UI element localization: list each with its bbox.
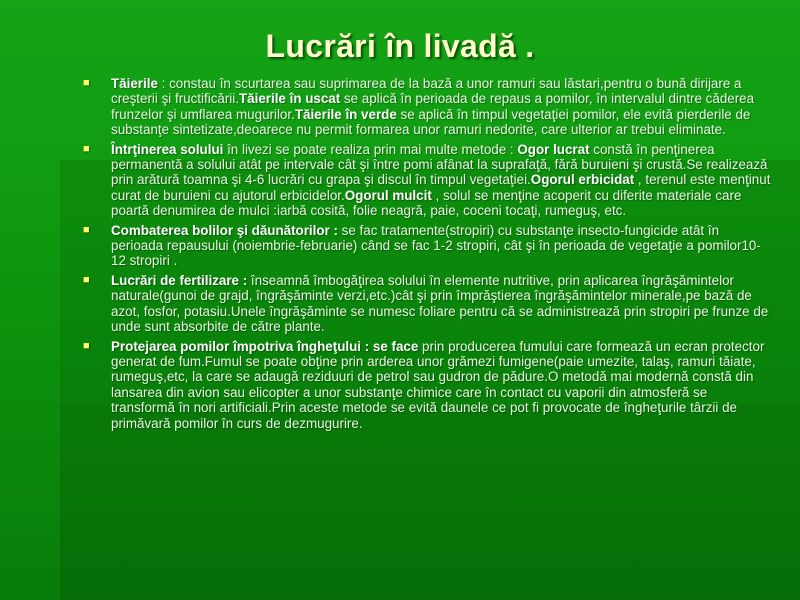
body-text: se aplică în timpul vegetaţiei pomilor, ele evită pierderile de substanţe sintetizate,deoarece nu permit formarea unor ramuri nedorite, care ulterior ar trebui eliminate. — [111, 106, 751, 138]
bold-term: Lucrări de fertilizare : — [111, 272, 248, 288]
bold-term: Întrţinerea solului — [111, 141, 224, 157]
body-text: în livezi se poate realiza prin mai multe metode : — [223, 141, 518, 157]
bold-term: Tăierile în verde — [294, 106, 397, 122]
bullet-text — [111, 223, 761, 269]
bullet-text — [111, 339, 764, 431]
body-text: se aplică în perioada de repaus a pomilor, în intervalul dintre căderea frunzelor şi umflarea mugurilor. — [111, 91, 755, 122]
bold-term: Ogor lucrat — [517, 141, 590, 157]
bullet-item-intretinerea-solului — [80, 142, 772, 219]
bold-term: Tăierile — [111, 76, 158, 91]
bold-term: Protejarea pomilor împotriva îngheţului : se face — [111, 338, 419, 354]
body-text: , terenul este menţinut curat de buruieni cu ajutorul erbicidelor. — [111, 172, 771, 203]
body-text: constă în penţinerea permanentă a solului atât pe intervale cât şi între pomi afânat la suprafaţă, fără buruieni şi crustă.Se realizează prin arătură toamna şi 4-6 lucrări cu grapa şi discul în timpul vegetaţiei. — [111, 141, 768, 188]
bullet-text — [111, 76, 754, 137]
bullet-text — [111, 142, 770, 219]
bullet-icon: ■ — [83, 273, 90, 286]
body-text: : constau în scurtarea sau suprimarea de la bază a unor ramuri sau lăstari,pentru o bună dirijare a creşterii şi fructificării. — [111, 76, 742, 107]
bullet-list — [80, 76, 772, 435]
bullet-item-taieri — [80, 76, 772, 138]
bold-term: Combaterea bolilor şi dăunătorilor : — [111, 222, 338, 238]
bullet-icon: ■ — [83, 223, 90, 236]
body-text: înseamnă îmbogăţirea solului în elemente nutritive, prin aplicarea îngrăşămintelor naturale(gunoi de grajd, îngrăşăminte verzi,etc.)cât şi prin împrăştierea îngrăşămintelor minerale,pe bază de azot, fosfor, potasiu.Unele îngrăşăminte se numesc foliare pentru că se administrează prin stropiri pe frunze de unde sunt absorbite de către plante. — [111, 272, 769, 335]
bullet-icon: ■ — [83, 142, 90, 155]
body-text: prin producerea fumului care formează un ecran protector generat de fum.Fumul se poate obţine prin arderea unor grămezi fumigene(paie umezite, talaş, ramuri tăiate, rumeguş,etc, la care se adaugă reziduuri de petrol sau gudron de pădure.O metodă mai modernă constă din lansarea din avion sau elicopter a unor substanţe chimice care în contact cu vaporii din atmosferă se transformă în nori artificiali.Prin aceste metode se evită daunele ce pot fi provocate de îngheţurile târzii de primăvară pomilor în curs de dezmugurire. — [111, 338, 765, 431]
bullet-text — [111, 273, 768, 334]
bullet-icon: ■ — [83, 339, 90, 352]
bold-term: Ogorul erbicidat — [530, 172, 635, 188]
bullet-icon: ■ — [83, 77, 90, 89]
bold-term: Ogorul mulcit — [344, 187, 432, 203]
body-text: se fac tratamente(stropiri) cu substanţe insecto-fungicide atât în perioada repausului (noiembrie-februarie) când se fac 1-2 stropiri, cât şi în perioada de vegetaţie a pomilor10-12 stropiri . — [111, 222, 761, 269]
bullet-item-combaterea-bolilor — [80, 223, 772, 269]
body-text: , solul se menţine acoperit cu diferite materiale care poartă denumirea de mulci :iarbă cosită, folie neagră, paie, coceni tocaţi, rumeguş, etc. — [111, 187, 742, 219]
slide-title: Lucrări în livadă . — [265, 28, 535, 64]
bullet-item-protejarea-pomilor — [80, 339, 772, 431]
bullet-item-fertilizare — [80, 273, 772, 335]
bold-term: Tăierile în uscat — [238, 91, 341, 107]
